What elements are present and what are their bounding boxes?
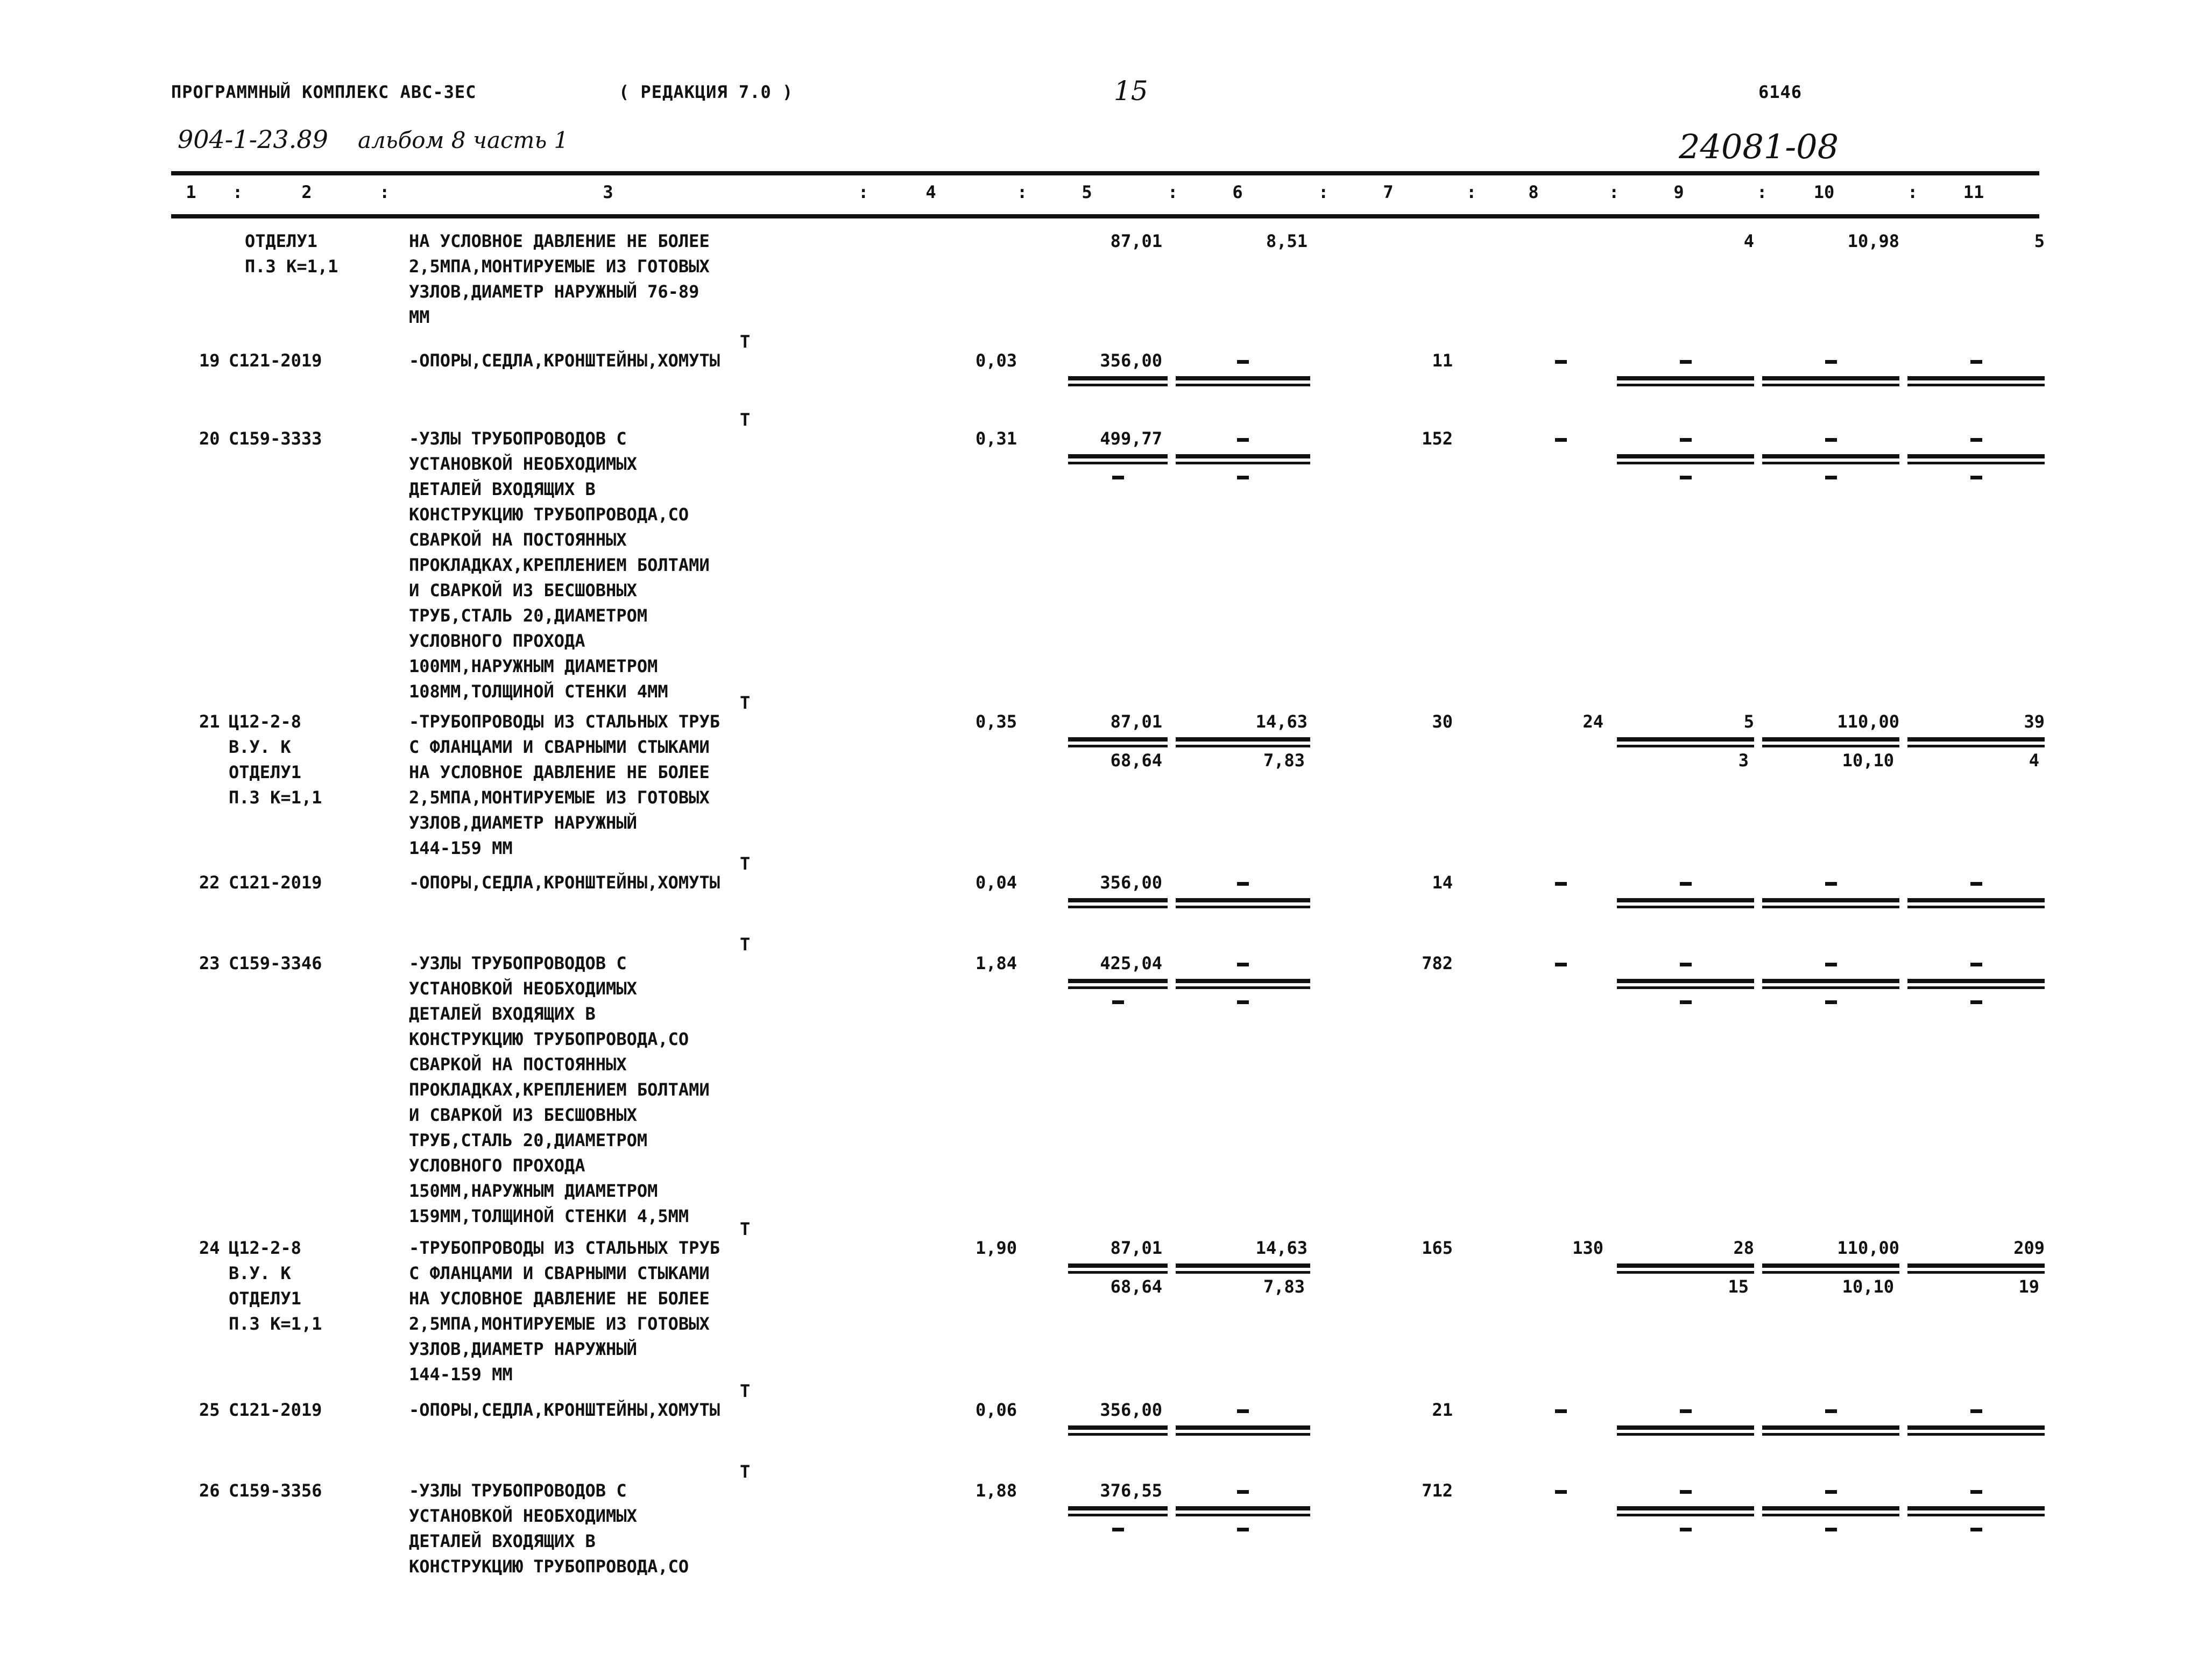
fraction-bar-c5 (1068, 376, 1168, 380)
fraction-bar-c10 (1762, 898, 1899, 902)
value-c5: 499,77 (1100, 428, 1162, 449)
column-header-6: 6 (1232, 182, 1243, 202)
value-c9b: 15 (1728, 1276, 1749, 1297)
item-number: 24 (199, 1238, 220, 1258)
dash-c6b (1237, 1528, 1249, 1531)
fraction-bar-secondary-c11 (1907, 1514, 2045, 1516)
sheet-code: 6146 (1758, 82, 1803, 102)
value-c6: 14,63 (1255, 1238, 1308, 1258)
dash-c9 (1680, 1409, 1692, 1413)
fraction-bar-c5 (1068, 737, 1168, 742)
fraction-bar-c11 (1907, 1425, 2045, 1430)
value-c11: 209 (2013, 1238, 2045, 1258)
value-c5b: 68,64 (1110, 750, 1162, 771)
fraction-bar-secondary-c11 (1907, 986, 2045, 989)
fraction-bar-c10 (1762, 454, 1899, 458)
fraction-bar-c11 (1907, 1263, 2045, 1268)
work-description: -УЗЛЫ ТРУБОПРОВОДОВ С УСТАНОВКОЙ НЕОБХОДИМЫХ ДЕТАЛЕЙ ВХОДЯЩИХ В КОНСТРУКЦИЮ ТРУБОПРОВОДА,СО СВАРКОЙ НА ПОСТОЯННЫХ ПРОКЛАДКАХ,КРЕПЛЕНИЕМ БОЛТАМИ И СВАРКОЙ ИЗ БЕСШОВНЫХ ТРУБ,СТАЛЬ 20,ДИАМЕТРОМ УСЛОВНОГО ПРОХОДА 150ММ,НАРУЖНЫМ ДИАМЕТРОМ 159ММ,ТОЛЩИНОЙ СТЕНКИ 4,5ММ (409, 953, 710, 1226)
value-c7: 782 (1422, 953, 1453, 973)
rate-code: С121-2019 (229, 350, 322, 371)
fraction-bar-secondary-c9 (1617, 1514, 1754, 1516)
value-c11: 39 (2024, 711, 2045, 732)
fraction-bar-secondary-c6 (1176, 745, 1310, 747)
value-c4: 1,88 (975, 1480, 1017, 1501)
t-mark: Т (740, 853, 751, 874)
dash-c11 (1970, 438, 1982, 442)
value-c5: 356,00 (1100, 1400, 1162, 1420)
column-separator: : (232, 182, 243, 202)
page-number: 15 (1114, 75, 1148, 107)
fraction-bar-secondary-c9 (1617, 1433, 1754, 1436)
t-mark: Т (740, 934, 751, 955)
fraction-bar-secondary-c5 (1068, 906, 1168, 908)
fraction-bar-c5 (1068, 898, 1168, 902)
fraction-bar-secondary-c6 (1176, 1271, 1310, 1274)
dash-c6 (1237, 963, 1249, 966)
fraction-bar-c11 (1907, 979, 2045, 983)
item-number: 19 (199, 350, 220, 371)
dash-c10b (1825, 476, 1837, 479)
t-mark: Т (740, 693, 751, 713)
album-reference: 904-1-23.89 (178, 125, 328, 154)
work-description: -ОПОРЫ,СЕДЛА,КРОНШТЕЙНЫ,ХОМУТЫ (409, 872, 720, 893)
dash-c9b (1680, 1528, 1692, 1531)
value-c7: 165 (1422, 1238, 1453, 1258)
dash-c5b (1112, 476, 1124, 479)
work-description: -УЗЛЫ ТРУБОПРОВОДОВ С УСТАНОВКОЙ НЕОБХОДИМЫХ ДЕТАЛЕЙ ВХОДЯЩИХ В КОНСТРУКЦИЮ ТРУБОПРОВОДА,СО СВАРКОЙ НА ПОСТОЯННЫХ ПРОКЛАДКАХ,КРЕПЛЕНИЕМ БОЛТАМИ И СВАРКОЙ ИЗ БЕСШОВНЫХ ТРУБ,СТАЛЬ 20,ДИАМЕТРОМ УСЛОВНОГО ПРОХОДА 100ММ,НАРУЖНЫМ ДИАМЕТРОМ 108ММ,ТОЛЩИНОЙ СТЕНКИ 4ММ (409, 428, 710, 702)
dash-c6 (1237, 438, 1249, 442)
value-c8: 130 (1572, 1238, 1603, 1258)
value-c6b: 7,83 (1263, 750, 1305, 771)
work-description: -ОПОРЫ,СЕДЛА,КРОНШТЕЙНЫ,ХОМУТЫ (409, 350, 720, 371)
fraction-bar-c9 (1617, 737, 1754, 742)
value-c11b: 19 (2018, 1276, 2039, 1297)
dash-c8 (1555, 438, 1567, 442)
t-mark: Т (740, 331, 751, 352)
value-c10b: 10,10 (1842, 750, 1894, 771)
fraction-bar-secondary-c6 (1176, 462, 1310, 464)
fraction-bar-c9 (1617, 979, 1754, 983)
value-c7: 30 (1432, 711, 1453, 732)
dash-c9 (1680, 963, 1692, 966)
fraction-bar-secondary-c6 (1176, 384, 1310, 386)
column-header-5: 5 (1082, 182, 1092, 202)
value-c5: 87,01 (1110, 231, 1162, 251)
column-separator: : (379, 182, 390, 202)
fraction-bar-c6 (1176, 376, 1310, 380)
item-number: 26 (199, 1480, 220, 1501)
fraction-bar-secondary-c10 (1762, 745, 1899, 747)
fraction-bar-secondary-c9 (1617, 745, 1754, 747)
dash-c10 (1825, 360, 1837, 364)
column-separator: : (1757, 182, 1768, 202)
fraction-bar-c10 (1762, 979, 1899, 983)
value-c7: 21 (1432, 1400, 1453, 1420)
dash-c9 (1680, 1490, 1692, 1494)
column-header-4: 4 (925, 182, 936, 202)
dash-c9b (1680, 476, 1692, 479)
fraction-bar-secondary-c10 (1762, 986, 1899, 989)
work-description: -ТРУБОПРОВОДЫ ИЗ СТАЛЬНЫХ ТРУБ С ФЛАНЦАМИ И СВАРНЫМИ СТЫКАМИ НА УСЛОВНОЕ ДАВЛЕНИЕ НЕ БОЛЕЕ 2,5МПА,МОНТИРУЕМЫЕ ИЗ ГОТОВЫХ УЗЛОВ,ДИАМЕТР НАРУЖНЫЙ 144-159 ММ (409, 1238, 720, 1385)
dash-c8 (1555, 963, 1567, 966)
fraction-bar-c11 (1907, 454, 2045, 458)
value-c4: 0,03 (975, 350, 1017, 371)
dash-c10 (1825, 1490, 1837, 1494)
dash-c8 (1555, 360, 1567, 364)
work-description: -ОПОРЫ,СЕДЛА,КРОНШТЕЙНЫ,ХОМУТЫ (409, 1400, 720, 1420)
value-c7: 712 (1422, 1480, 1453, 1501)
value-c10: 110,00 (1837, 711, 1899, 732)
fraction-bar-c5 (1068, 979, 1168, 983)
fraction-bar-secondary-c10 (1762, 1514, 1899, 1516)
rate-code: С159-3346 (229, 953, 322, 973)
fraction-bar-c6 (1176, 898, 1310, 902)
value-c7: 14 (1432, 872, 1453, 893)
fraction-bar-secondary-c11 (1907, 1271, 2045, 1274)
value-c5: 356,00 (1100, 872, 1162, 893)
column-header-7: 7 (1383, 182, 1394, 202)
dash-c8 (1555, 1490, 1567, 1494)
item-number: 25 (199, 1400, 220, 1420)
rate-code: ОТДЕЛУ1 П.3 К=1,1 (245, 231, 338, 277)
column-separator: : (1609, 182, 1620, 202)
work-description: -ТРУБОПРОВОДЫ ИЗ СТАЛЬНЫХ ТРУБ С ФЛАНЦАМИ И СВАРНЫМИ СТЫКАМИ НА УСЛОВНОЕ ДАВЛЕНИЕ НЕ БОЛЕЕ 2,5МПА,МОНТИРУЕМЫЕ ИЗ ГОТОВЫХ УЗЛОВ,ДИАМЕТР НАРУЖНЫЙ 144-159 ММ (409, 711, 720, 858)
item-number: 22 (199, 872, 220, 893)
fraction-bar-secondary-c10 (1762, 1271, 1899, 1274)
dash-c5b (1112, 1000, 1124, 1004)
fraction-bar-secondary-c6 (1176, 1433, 1310, 1436)
value-c10: 10,98 (1847, 231, 1899, 251)
dash-c10 (1825, 438, 1837, 442)
fraction-bar-secondary-c5 (1068, 745, 1168, 747)
column-header-11: 11 (1963, 182, 1984, 202)
fraction-bar-secondary-c5 (1068, 462, 1168, 464)
fraction-bar-c11 (1907, 898, 2045, 902)
fraction-bar-c6 (1176, 979, 1310, 983)
value-c5: 356,00 (1100, 350, 1162, 371)
work-description: НА УСЛОВНОЕ ДАВЛЕНИЕ НЕ БОЛЕЕ 2,5МПА,МОНТИРУЕМЫЕ ИЗ ГОТОВЫХ УЗЛОВ,ДИАМЕТР НАРУЖНЫЙ 76-89 ММ (409, 231, 710, 327)
fraction-bar-c10 (1762, 1425, 1899, 1430)
dash-c6 (1237, 882, 1249, 886)
dash-c10b (1825, 1000, 1837, 1004)
fraction-bar-secondary-c11 (1907, 1433, 2045, 1436)
value-c9: 28 (1733, 1238, 1754, 1258)
value-c7: 11 (1432, 350, 1453, 371)
column-separator: : (1318, 182, 1329, 202)
header-bottom-rule (171, 214, 2039, 218)
value-c11b: 4 (2029, 750, 2039, 771)
dash-c6 (1237, 1409, 1249, 1413)
fraction-bar-secondary-c6 (1176, 1514, 1310, 1516)
fraction-bar-c6 (1176, 737, 1310, 742)
value-c10: 110,00 (1837, 1238, 1899, 1258)
handwritten-stamp: 24081-08 (1679, 127, 1839, 166)
fraction-bar-c9 (1617, 1425, 1754, 1430)
dash-c10 (1825, 963, 1837, 966)
dash-c9b (1680, 1000, 1692, 1004)
column-separator: : (1168, 182, 1178, 202)
fraction-bar-c9 (1617, 1263, 1754, 1268)
dash-c11b (1970, 476, 1982, 479)
program-title: ПРОГРАММНЫЙ КОМПЛЕКС АВС-3ЕС (171, 82, 477, 102)
dash-c8 (1555, 1409, 1567, 1413)
dash-c11b (1970, 1000, 1982, 1004)
dash-c11b (1970, 1528, 1982, 1531)
dash-c10 (1825, 882, 1837, 886)
dash-c9 (1680, 438, 1692, 442)
fraction-bar-secondary-c11 (1907, 384, 2045, 386)
fraction-bar-secondary-c9 (1617, 384, 1754, 386)
fraction-bar-c5 (1068, 1425, 1168, 1430)
value-c9: 4 (1743, 231, 1754, 251)
column-separator: : (1907, 182, 1918, 202)
dash-c5b (1112, 1528, 1124, 1531)
fraction-bar-c9 (1617, 898, 1754, 902)
fraction-bar-c11 (1907, 737, 2045, 742)
dash-c11 (1970, 882, 1982, 886)
fraction-bar-c11 (1907, 1506, 2045, 1510)
fraction-bar-secondary-c11 (1907, 906, 2045, 908)
column-header-1: 1 (186, 182, 196, 202)
t-mark: Т (740, 410, 751, 430)
dash-c6 (1237, 1490, 1249, 1494)
fraction-bar-secondary-c10 (1762, 462, 1899, 464)
dash-c9 (1680, 360, 1692, 364)
fraction-bar-c9 (1617, 376, 1754, 380)
work-description: -УЗЛЫ ТРУБОПРОВОДОВ С УСТАНОВКОЙ НЕОБХОДИМЫХ ДЕТАЛЕЙ ВХОДЯЩИХ В КОНСТРУКЦИЮ ТРУБОПРОВОДА,СО (409, 1480, 689, 1577)
fraction-bar-secondary-c5 (1068, 986, 1168, 989)
column-header-3: 3 (603, 182, 613, 202)
value-c9: 5 (1743, 711, 1754, 732)
rate-code: Ц12-2-8 В.У. К ОТДЕЛУ1 П.3 К=1,1 (229, 1238, 322, 1334)
t-mark: Т (740, 1219, 751, 1239)
fraction-bar-secondary-c10 (1762, 1433, 1899, 1436)
fraction-bar-secondary-c9 (1617, 462, 1754, 464)
dash-c11 (1970, 963, 1982, 966)
dash-c6b (1237, 1000, 1249, 1004)
dash-c9 (1680, 882, 1692, 886)
column-header-2: 2 (301, 182, 312, 202)
fraction-bar-secondary-c5 (1068, 384, 1168, 386)
value-c8: 24 (1582, 711, 1603, 732)
fraction-bar-secondary-c10 (1762, 906, 1899, 908)
dash-c6b (1237, 476, 1249, 479)
column-header-8: 8 (1528, 182, 1539, 202)
rate-code: С159-3356 (229, 1480, 322, 1501)
rate-code: Ц12-2-8 В.У. К ОТДЕЛУ1 П.3 К=1,1 (229, 711, 322, 808)
fraction-bar-secondary-c9 (1617, 1271, 1754, 1274)
value-c4: 0,31 (975, 428, 1017, 449)
value-c6: 14,63 (1255, 711, 1308, 732)
dash-c8 (1555, 882, 1567, 886)
fraction-bar-secondary-c9 (1617, 986, 1754, 989)
value-c10b: 10,10 (1842, 1276, 1894, 1297)
column-header-9: 9 (1673, 182, 1684, 202)
fraction-bar-secondary-c5 (1068, 1514, 1168, 1516)
fraction-bar-c5 (1068, 1506, 1168, 1510)
fraction-bar-c5 (1068, 454, 1168, 458)
value-c9b: 3 (1738, 750, 1749, 771)
dash-c11 (1970, 1490, 1982, 1494)
fraction-bar-c6 (1176, 454, 1310, 458)
dash-c11 (1970, 1409, 1982, 1413)
value-c5: 376,55 (1100, 1480, 1162, 1501)
value-c5: 87,01 (1110, 1238, 1162, 1258)
value-c4: 1,84 (975, 953, 1017, 973)
fraction-bar-secondary-c6 (1176, 906, 1310, 908)
t-mark: Т (740, 1462, 751, 1482)
value-c5b: 68,64 (1110, 1276, 1162, 1297)
value-c4: 0,35 (975, 711, 1017, 732)
value-c5: 425,04 (1100, 953, 1162, 973)
fraction-bar-secondary-c5 (1068, 1271, 1168, 1274)
column-separator: : (1466, 182, 1477, 202)
fraction-bar-c6 (1176, 1506, 1310, 1510)
item-number: 20 (199, 428, 220, 449)
value-c4: 1,90 (975, 1238, 1017, 1258)
fraction-bar-c10 (1762, 1263, 1899, 1268)
item-number: 23 (199, 953, 220, 973)
album-note: альбом 8 часть 1 (358, 127, 569, 153)
fraction-bar-secondary-c5 (1068, 1433, 1168, 1436)
fraction-bar-secondary-c6 (1176, 986, 1310, 989)
fraction-bar-secondary-c9 (1617, 906, 1754, 908)
fraction-bar-c5 (1068, 1263, 1168, 1268)
value-c11: 5 (2034, 231, 2045, 251)
dash-c6 (1237, 360, 1249, 364)
column-separator: : (858, 182, 869, 202)
column-separator: : (1017, 182, 1028, 202)
fraction-bar-c6 (1176, 1263, 1310, 1268)
value-c6: 8,51 (1266, 231, 1308, 251)
fraction-bar-c10 (1762, 376, 1899, 380)
edition-label: ( РЕДАКЦИЯ 7.0 ) (619, 82, 794, 102)
value-c4: 0,06 (975, 1400, 1017, 1420)
value-c6b: 7,83 (1263, 1276, 1305, 1297)
value-c4: 0,04 (975, 872, 1017, 893)
rate-code: С159-3333 (229, 428, 322, 449)
value-c5: 87,01 (1110, 711, 1162, 732)
fraction-bar-secondary-c10 (1762, 384, 1899, 386)
fraction-bar-c9 (1617, 1506, 1754, 1510)
rate-code: С121-2019 (229, 872, 322, 893)
fraction-bar-c10 (1762, 1506, 1899, 1510)
fraction-bar-c10 (1762, 737, 1899, 742)
top-rule (171, 171, 2039, 175)
fraction-bar-c9 (1617, 454, 1754, 458)
t-mark: Т (740, 1381, 751, 1401)
dash-c10b (1825, 1528, 1837, 1531)
fraction-bar-c11 (1907, 376, 2045, 380)
column-header-10: 10 (1813, 182, 1835, 202)
dash-c10 (1825, 1409, 1837, 1413)
item-number: 21 (199, 711, 220, 732)
fraction-bar-c6 (1176, 1425, 1310, 1430)
fraction-bar-secondary-c11 (1907, 462, 2045, 464)
dash-c11 (1970, 360, 1982, 364)
fraction-bar-secondary-c11 (1907, 745, 2045, 747)
value-c7: 152 (1422, 428, 1453, 449)
rate-code: С121-2019 (229, 1400, 322, 1420)
